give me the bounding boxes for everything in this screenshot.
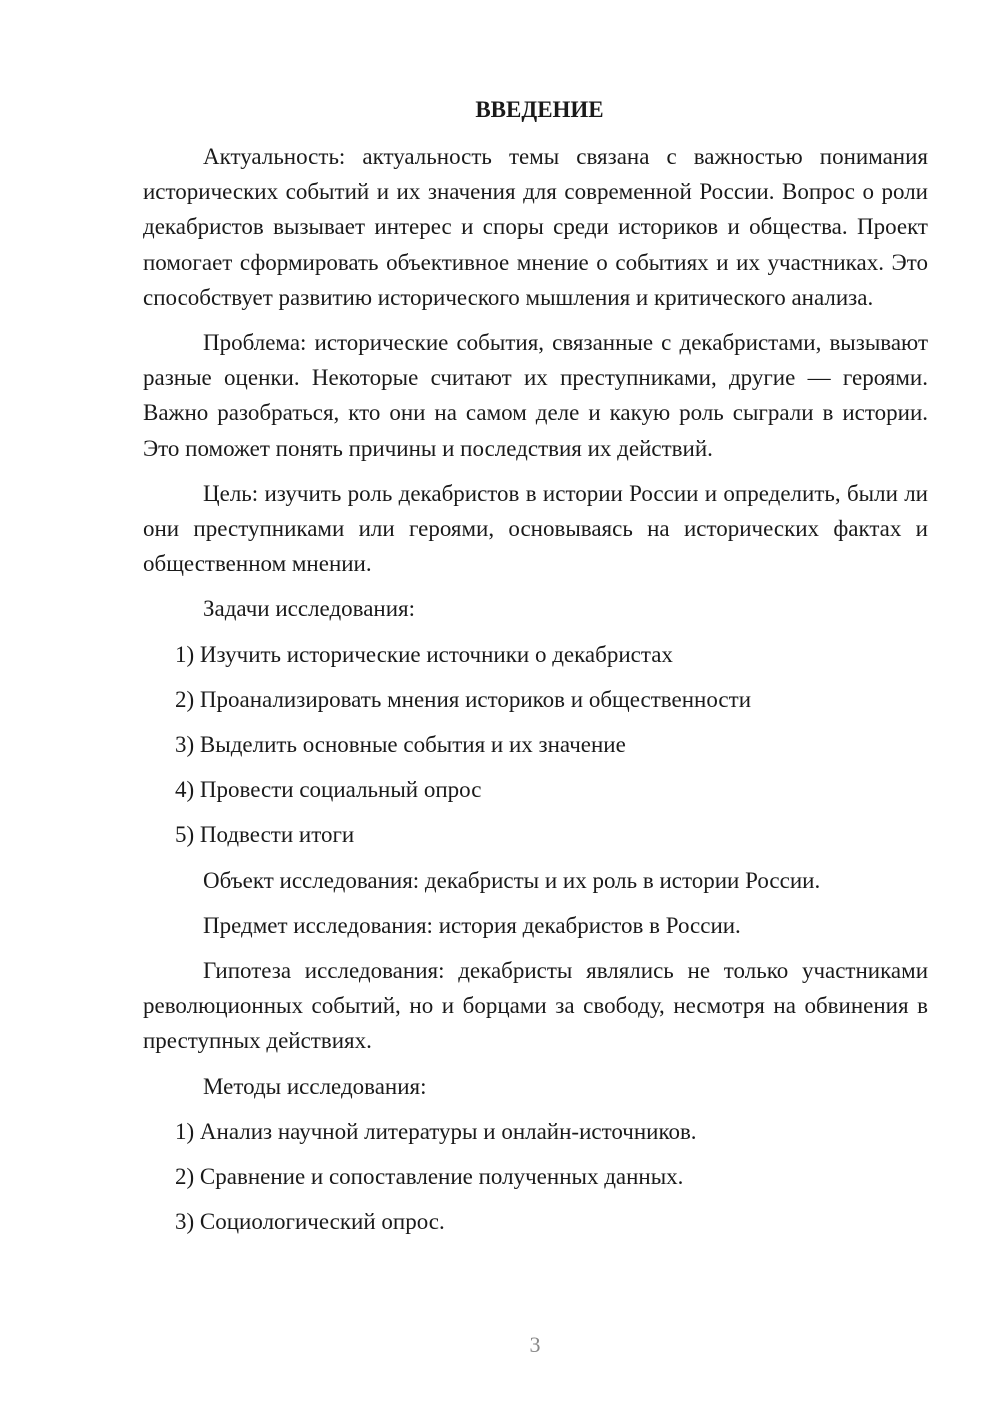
- task-item: 2) Проанализировать мнения историков и общественности: [175, 686, 751, 712]
- hypothesis-paragraph: Гипотеза исследования: декабристы являлись не только участниками революционных событий, но и борцами за свободу, несмотря на обвинения в преступных действиях.: [143, 958, 928, 1054]
- subject-line: Предмет исследования: история декабристов в России.: [203, 912, 741, 938]
- task-item: 4) Провести социальный опрос: [175, 777, 482, 803]
- relevance-paragraph: Актуальность: актуальность темы связана с важностью понимания исторических событий и их значения для современной России. Вопрос о роли декабристов вызывает интерес и споры среди историков и общества. Проект помогает сформировать объективное мнение о событиях и их участниках. Это способствует развитию исторического мышления и критического анализа.: [143, 144, 928, 310]
- tasks-label: Задачи исследования:: [203, 596, 416, 622]
- object-line: Объект исследования: декабристы и их роль в истории России.: [203, 867, 821, 893]
- methods-label: Методы исследования:: [203, 1073, 427, 1099]
- task-item: 3) Выделить основные события и их значение: [175, 732, 626, 758]
- section-title: ВВЕДЕНИЕ: [475, 97, 604, 122]
- page-content: [143, 92, 928, 1249]
- problem-paragraph: Проблема: исторические события, связанные с декабристами, вызывают разные оценки. Некоторые считают их преступниками, другие — героями. Важно разобраться, кто они на самом деле и какую роль сыграли в истории. Это поможет понять причины и последствия их действий.: [143, 330, 928, 461]
- method-item: 3) Социологический опрос.: [175, 1209, 445, 1235]
- method-item: 2) Сравнение и сопоставление полученных данных.: [175, 1164, 684, 1190]
- page-number: 3: [529, 1332, 541, 1357]
- goal-paragraph: Цель: изучить роль декабристов в истории России и определить, были ли они преступниками или героями, основываясь на исторических фактах и общественном мнении.: [143, 480, 928, 577]
- task-item: 1) Изучить исторические источники о декабристах: [175, 641, 673, 667]
- task-item: 5) Подвести итоги: [175, 822, 355, 848]
- method-item: 1) Анализ научной литературы и онлайн-источников.: [175, 1118, 697, 1144]
